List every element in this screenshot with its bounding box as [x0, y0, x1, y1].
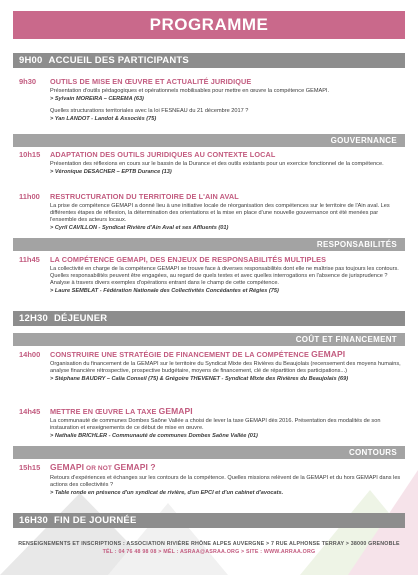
item-heading-gemapi: GEMAPI — [311, 349, 346, 359]
item-time: 11h45 — [19, 255, 40, 264]
footer-contact-links[interactable]: TÉL : 04 76 48 98 08 > MÉL : ASRAA@ASRAA.ORG > SITE : WWW.ARRAA.ORG — [102, 549, 316, 555]
item-time: 14h45 — [19, 407, 41, 416]
time-bar-label: ACCUEIL DES PARTICIPANTS — [48, 55, 189, 66]
item-heading-text: METTRE EN ŒUVRE LA TAXE — [50, 407, 159, 416]
item-time: 11h00 — [19, 192, 40, 201]
section-cout-financement — [13, 333, 405, 346]
time-bar-label: FIN DE JOURNÉE — [54, 515, 137, 526]
section-label: CONTOURS — [348, 448, 397, 457]
page-title: PROGRAMME — [149, 15, 269, 34]
time-bar-fin — [13, 513, 405, 528]
section-label: COÛT ET FINANCEMENT — [295, 335, 397, 344]
item-heading: LA COMPÉTENCE GEMAPI, DES ENJEUX DE RESPONSABILITÉS MULTIPLES — [50, 255, 327, 264]
item-description-2: Quelles structurations territoriales avec la loi FESNEAU du 21 décembre 2017 ? — [50, 108, 249, 114]
time-bar-time: 16H30 — [19, 515, 48, 526]
footer — [0, 541, 418, 555]
item-heading-text: OR NOT — [84, 465, 114, 472]
item-description: La prise de compétence GEMAPI a donné lieu à une initiative locale de réorganisation des compétences sur le territoire de l'Ain aval. Les différentes étapes de réflexion, la détermination des orientations et la mise en place d'une nouvelle gouvernance ont été menées par l'ensemble des acteurs locaux. — [50, 203, 390, 223]
time-bar-accueil — [13, 53, 405, 68]
item-speaker: > Cyril CAVILLON - Syndicat Rivière d'Ain Aval et ses Affluents (01) — [50, 225, 229, 231]
item-speaker: > Stéphane BAUDRY – Calia Conseil (75) & Grégoire THEVENET - Syndicat Mixte des Rivières du Beaujolais (69) — [50, 376, 349, 382]
section-contours — [13, 446, 405, 459]
item-time: 9h30 — [19, 77, 37, 86]
time-bar-label: DÉJEUNER — [54, 313, 108, 324]
item-description: Présentation d'outils pédagogiques et opérationnels mobilisables pour mettre en œuvre la compétence GEMAPI. — [50, 88, 330, 94]
item-description: Présentation des réflexions en cours sur le bassin de la Durance et des outils existants pour un exercice fonctionnel de la compétence. — [50, 161, 384, 167]
item-speaker: > Nathalie BRICHLER - Communauté de communes Dombes Saône Vallée (01) — [50, 433, 258, 439]
section-label: GOUVERNANCE — [330, 136, 397, 145]
item-speaker: > Véronique DESACHER – EPTB Durance (13) — [50, 169, 172, 175]
time-bar-time: 9H00 — [19, 55, 43, 66]
item-heading — [50, 407, 402, 416]
time-bar-time: 12H30 — [19, 313, 48, 324]
item-speaker: > Laure SEMBLAT - Fédération Nationale des Collectivités Concédantes et Régies (75) — [50, 288, 279, 294]
item-heading-text: CONSTRUIRE UNE STRATÉGIE DE FINANCEMENT DE LA COMPÉTENCE — [50, 350, 312, 359]
item-heading — [50, 350, 402, 359]
item-time: 15h15 — [19, 463, 41, 472]
item-heading: RESTRUCTURATION DU TERRITOIRE DE L'AIN AVAL — [50, 192, 239, 201]
item-speaker: > Sylvain MOREIRA – CEREMA (63) — [50, 96, 144, 102]
item-heading — [50, 463, 402, 473]
item-description: La communauté de communes Dombes Saône Vallée a choisi de lever la taxe GEMAPI dès 2016. Présentation des modalités de son instauration et enseignements de ce début de mise en œuvre. — [50, 418, 381, 431]
section-responsabilites — [13, 238, 405, 251]
item-time: 14h00 — [19, 350, 41, 359]
item-heading-gemapi: GEMAPI — [158, 406, 193, 416]
item-heading-gemapi: GEMAPI — [50, 462, 85, 472]
section-label: RESPONSABILITÉS — [316, 240, 397, 249]
section-gouvernance — [13, 134, 405, 147]
footer-contact-address: RENSEIGNEMENTS ET INSCRIPTIONS : ASSOCIATION RIVIÈRE RHÔNE ALPES AUVERGNE > 7 RUE ALPHONSE TERRAY > 38000 GRENOBLE — [18, 541, 400, 547]
item-heading-gemapi-2: GEMAPI ? — [113, 462, 156, 472]
programme-title-banner — [13, 11, 405, 39]
item-heading: OUTILS DE MISE EN ŒUVRE ET ACTUALITÉ JURIDIQUE — [50, 77, 252, 86]
item-time: 10h15 — [19, 150, 41, 159]
item-speaker-2: > Yan LANDOT - Landot & Associés (75) — [50, 116, 157, 122]
item-description: Retours d'expériences et échanges sur les contours de la compétence. Quelles missions relèvent de la GEMAPI et du hors GEMAPI dans les actions des collectivités ? — [50, 475, 401, 488]
item-heading: ADAPTATION DES OUTILS JURIDIQUES AU CONTEXTE LOCAL — [50, 150, 276, 159]
time-bar-dejeuner — [13, 311, 405, 326]
item-speaker: > Table ronde en présence d'un syndicat de rivière, d'un EPCI et d'un cabinet d'avocats. — [50, 490, 284, 496]
item-description: La collectivité en charge de la compétence GEMAPI se trouve face à diverses responsabilités dont elle ne maîtrise pas toujours les contours. Quelles responsabilités peuvent être engagées, au regard de quels textes et avec quelles interrogations en l'absence de jurisprudence ? Analyse à travers divers exemples d'opérations entrant dans le champ de cette compétence. — [50, 266, 399, 286]
item-description: Organisation du financement de la GEMAPI sur le territoire du Syndicat Mixte des Rivières du Beaujolais (recensement des moyens humains, analyse financière rétrospective, prospective budgétaire, moyens de financement, clé de répartition des participations...) — [50, 361, 401, 374]
